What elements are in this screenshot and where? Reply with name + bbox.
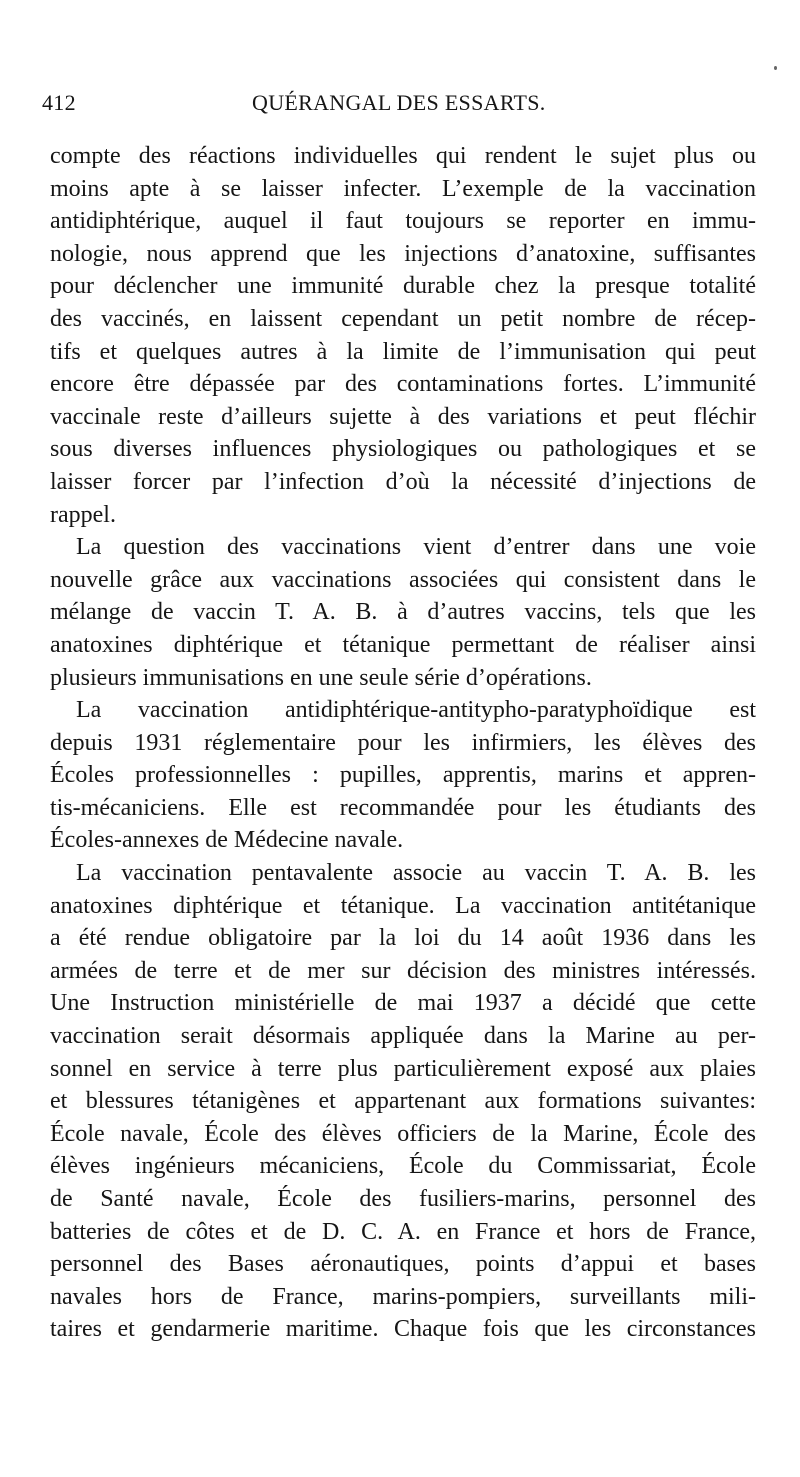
text-line: armées de terre et de mer sur décision des ministres intéressés. [50, 957, 756, 984]
text-line: tis-mécaniciens. Elle est recommandée pour les étudiants des [50, 794, 756, 821]
text-line: Une Instruction ministérielle de mai 1937 a décidé que cette [50, 990, 756, 1017]
text-line: nologie, nous apprend que les injections d’anatoxine, suffisantes [50, 240, 756, 267]
text-line: moins apte à se laisser infecter. L’exemple de la vaccination [50, 175, 756, 202]
text-line: anatoxines diphtérique et tétanique permettant de réaliser ainsi [50, 631, 756, 658]
text-line: tifs et quelques autres à la limite de l’immunisation qui peut [50, 338, 756, 365]
text-line: La vaccination antidiphtérique-antityphо-paratyphoïdique est [76, 697, 756, 724]
text-line: des vaccinés, en laissent cependant un petit nombre de récep- [50, 305, 756, 332]
text-line: anatoxines diphtérique et tétanique. La vaccination antitétanique [50, 892, 756, 919]
paragraph-4 [50, 857, 756, 1346]
text-line: batteries de côtes et de D. C. A. en France et hors de France, [50, 1218, 756, 1245]
running-head: QUÉRANGAL DES ESSARTS. [252, 90, 546, 115]
text-line: pour déclencher une immunité durable chez la presque totalité [50, 273, 756, 300]
text-line: depuis 1931 réglementaire pour les infirmiers, les élèves des [50, 729, 756, 756]
text-line: sous diverses influences physiologiques ou pathologiques et se [50, 436, 756, 463]
ink-speck [774, 66, 777, 70]
paragraph-1 [50, 140, 756, 531]
text-line: vaccinale reste d’ailleurs sujette à des variations et peut fléchir [50, 403, 756, 430]
text-line: taires et gendarmerie maritime. Chaque fois que les circonstances [50, 1316, 756, 1343]
text-line: La question des vaccinations vient d’entrer dans une voie [76, 534, 756, 561]
text-line: Écoles-annexes de Médecine navale. [50, 827, 404, 854]
paragraph-2 [50, 531, 756, 694]
page-header [42, 90, 762, 122]
text-line: rappel. [50, 501, 116, 528]
text-line: plusieurs immunisations en une seule série d’opérations. [50, 664, 592, 691]
paragraph-3 [50, 694, 756, 857]
text-line: personnel des Bases aéronautiques, points d’appui et bases [50, 1251, 756, 1278]
text-line: navales hors de France, marins-pompiers, surveillants mili- [50, 1283, 756, 1310]
text-line: de Santé navale, École des fusiliers-marins, personnel des [50, 1186, 756, 1212]
text-line: mélange de vaccin T. A. B. à d’autres vaccins, tels que les [50, 599, 756, 626]
text-line: sonnel en service à terre plus particulièrement exposé aux plaies [50, 1055, 756, 1082]
text-line: a été rendue obligatoire par la loi du 14 août 1936 dans les [50, 925, 756, 952]
text-line: nouvelle grâce aux vaccinations associées qui consistent dans le [50, 566, 756, 593]
text-line: La vaccination pentavalente associe au vaccin T. A. B. les [76, 860, 756, 887]
text-line: et blessures tétanigènes et appartenant aux formations suivantes: [50, 1088, 756, 1115]
text-line: École navale, École des élèves officiers de la Marine, École des [50, 1120, 756, 1147]
page-number: 412 [42, 90, 76, 115]
text-line: Écoles professionnelles : pupilles, apprentis, marins et appren- [50, 762, 756, 789]
body-text [50, 140, 756, 1346]
text-line: vaccination serait désormais appliquée dans la Marine au per- [50, 1023, 756, 1050]
text-line: antidiphtérique, auquel il faut toujours se reporter en immu- [50, 208, 756, 235]
text-line: compte des réactions individuelles qui rendent le sujet plus ou [50, 143, 756, 169]
text-line: laisser forcer par l’infection d’où la nécessité d’injections de [50, 468, 756, 495]
text-line: encore être dépassée par des contaminations fortes. L’immunité [50, 371, 756, 398]
text-line: élèves ingénieurs mécaniciens, École du Commissariat, École [50, 1153, 756, 1180]
